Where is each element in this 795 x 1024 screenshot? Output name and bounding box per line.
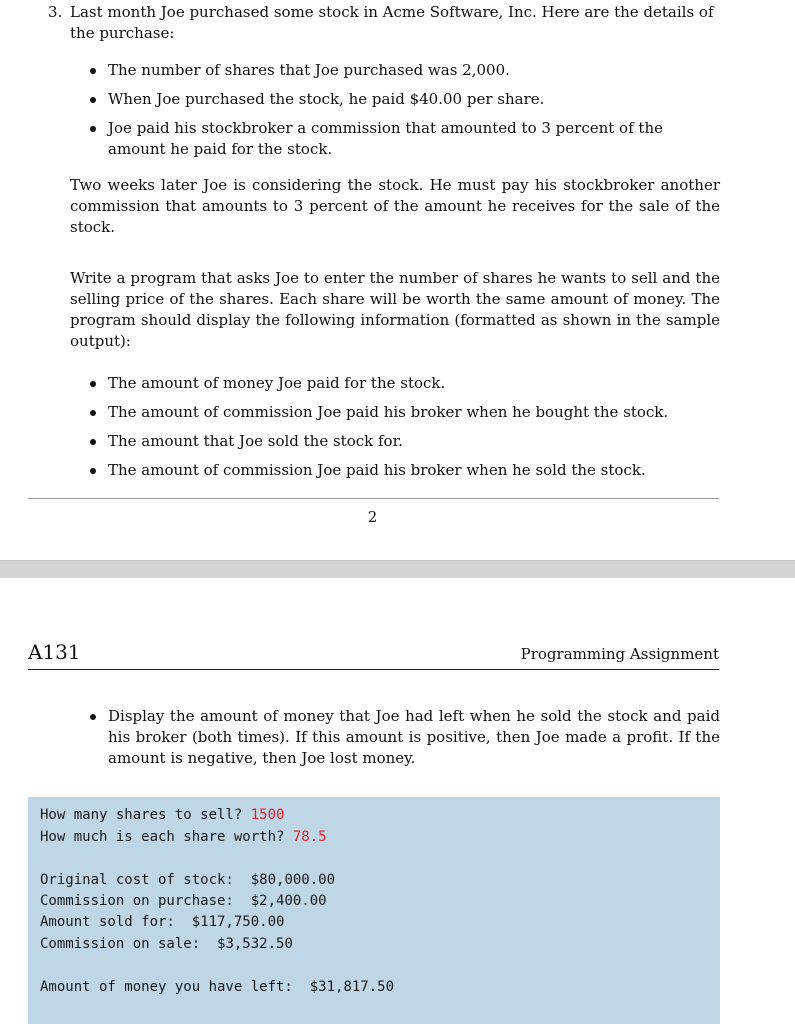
document-page-3 [0, 578, 795, 1024]
input-worth-value: 78.5 [292, 829, 327, 845]
header-title: Programming Assignment [520, 645, 719, 663]
bullet-icon [90, 97, 96, 103]
output-line-worth: How much is each share worth? 78.5 [40, 829, 327, 845]
bullet-icon [90, 439, 96, 445]
output-line-commission-purchase: Commission on purchase: $2,400.00 [40, 893, 327, 909]
page-number: 2 [367, 508, 378, 526]
list-item: The amount of commission Joe paid his broker when he sold the stock. [90, 460, 720, 481]
output-line-original-cost: Original cost of stock: $80,000.00 [40, 872, 336, 888]
input-shares-value: 1500 [250, 807, 285, 823]
list-item: The number of shares that Joe purchased was 2,000. [90, 60, 720, 81]
list-item: The amount of money Joe paid for the stock. [90, 373, 720, 394]
bullet-icon [90, 468, 96, 474]
list-item: When Joe purchased the stock, he paid $40.00 per share. [90, 89, 720, 110]
list-item: Joe paid his stockbroker a commission that amounted to 3 percent of the amount he paid for the stock. [90, 118, 720, 160]
display-items-list [90, 373, 720, 481]
sample-output-box [28, 797, 720, 1024]
bullet-icon [90, 410, 96, 416]
footer-rule [28, 498, 719, 499]
paragraph-program-task: Write a program that asks Joe to enter the number of shares he wants to sell and the selling price of the shares. Each share will be worth the same amount of money. The program should display the following information (formatted as shown in the sample output): [70, 269, 720, 350]
question-3 [48, 2, 720, 44]
list-item: The amount of commission Joe paid his broker when he bought the stock. [90, 402, 720, 423]
output-line-money-left: Amount of money you have left: $31,817.50 [40, 979, 395, 995]
question-number: 3. [48, 3, 63, 21]
output-line-shares: How many shares to sell? 1500 [40, 807, 285, 823]
bullet-icon [90, 68, 96, 74]
list-item: The amount that Joe sold the stock for. [90, 431, 720, 452]
output-line-commission-sale: Commission on sale: $3,532.50 [40, 936, 293, 952]
output-line-amount-sold: Amount sold for: $117,750.00 [40, 914, 285, 930]
display-left-list [90, 706, 720, 769]
page-separator [0, 560, 795, 580]
bullet-icon [90, 381, 96, 387]
question-intro: Last month Joe purchased some stock in Acme Software, Inc. Here are the details of the purchase: [70, 3, 714, 42]
purchase-details-list [90, 60, 720, 160]
header-rule [28, 669, 719, 670]
bullet-icon [90, 126, 96, 132]
bullet-icon [90, 714, 96, 720]
header-course-code: A131 [28, 640, 81, 664]
list-item: Display the amount of money that Joe had left when he sold the stock and paid his broker (both times). If this amount is positive, then Joe made a profit. If the amount is negative, then Joe lost money. [90, 706, 720, 769]
paragraph-two-weeks: Two weeks later Joe is considering the stock. He must pay his stockbroker another commission that amounts to 3 percent of the amount he receives for the sale of the stock. [70, 176, 720, 236]
